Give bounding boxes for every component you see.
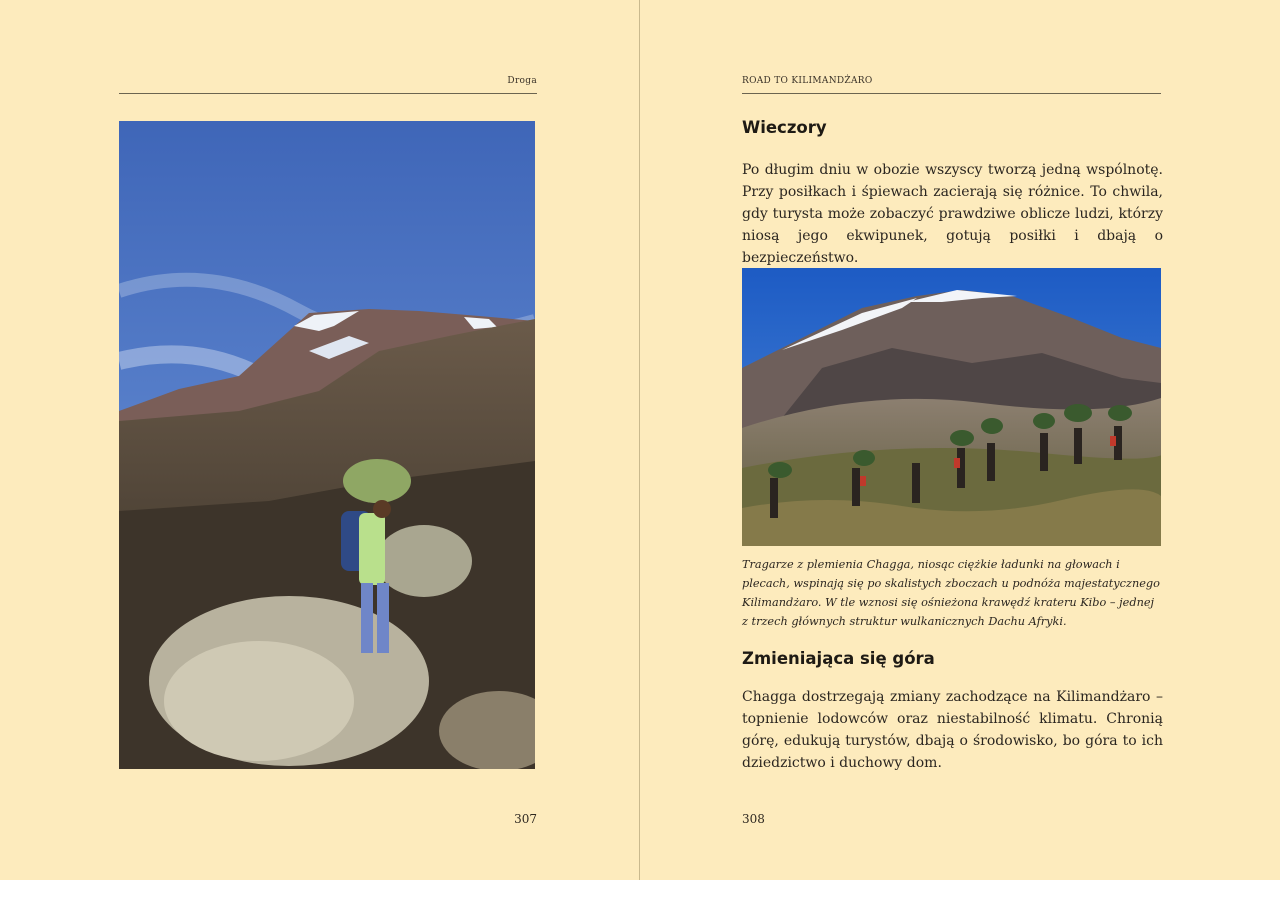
section-heading-evenings: Wieczory [742,118,827,137]
page-number-left: 307 [514,812,537,826]
porter-on-mountain-photo [119,121,535,769]
left-page [0,0,639,880]
photo-caption: Tragarze z plemienia Chagga, niosąc ciężkie ładunki na głowach i plecach, wspinają się po skalistych zboczach u podnóża majestatycznego Kilimandżaro. W tle wznosi się ośnieżona krawędź krateru Kibo – jednej z trzech głównych struktur wulkanicznych Dachu Afryki. [742,558,1160,628]
porter-photo-svg [119,121,535,769]
section-body-evenings: Po długim dniu w obozie wszyscy tworzą jedną wspólnotę. Przy posiłkach i śpiewach zacierają się różnice. To chwila, gdy turysta może zobaczyć prawdziwe oblicze ludzi, którzy niosą jego ekwipunek, gotują posiłki i dbają o bezpieczeństwo. [742,162,1163,266]
right-page [640,0,1280,880]
running-head-right: ROAD TO KILIMANDŻARO [742,76,873,86]
header-rule-left [119,93,537,94]
porters-procession-photo [742,268,1161,546]
procession-photo-svg [742,268,1161,546]
section-heading-changing-mountain: Zmieniająca się góra [742,649,935,668]
page-number-right: 308 [742,812,765,826]
running-head-left: Droga [507,76,537,86]
header-rule-right [742,93,1161,94]
section-body-changing-mountain: Chagga dostrzegają zmiany zachodzące na Kilimandżaro – topnienie lodowców oraz niestabilność klimatu. Chronią górę, edukują turystów, dbają o środowisko, bo góra to ich dziedzictwo i duchowy dom. [742,689,1163,771]
